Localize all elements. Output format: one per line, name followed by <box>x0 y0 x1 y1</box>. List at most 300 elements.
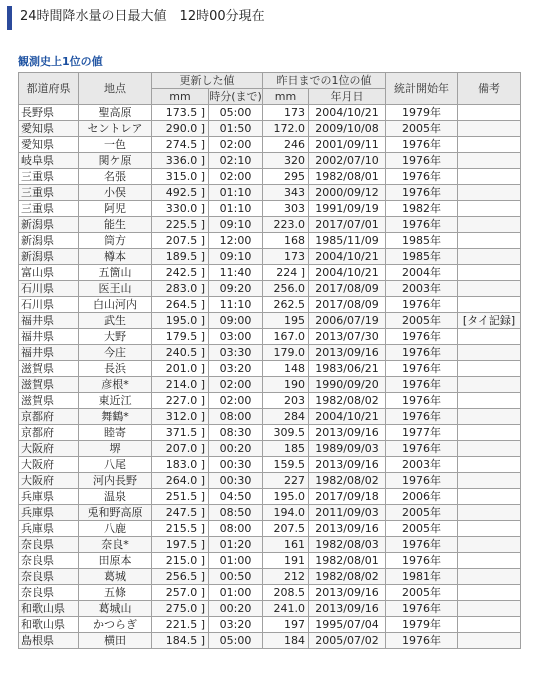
cell-prefecture: 三重県 <box>19 169 79 185</box>
section-title: 観測史上1位の値 <box>18 55 103 68</box>
cell-station: 聖高原 <box>79 105 152 121</box>
cell-start-year: 1976年 <box>386 297 458 313</box>
cell-prefecture: 愛知県 <box>19 137 79 153</box>
cell-remarks <box>458 473 521 489</box>
cell-remarks <box>458 329 521 345</box>
cell-remarks <box>458 601 521 617</box>
cell-station: 医王山 <box>79 281 152 297</box>
table-row <box>19 473 521 489</box>
cell-start-year: 2005年 <box>386 313 458 329</box>
cell-updated-mm: 179.5 ] <box>152 329 209 345</box>
cell-prefecture: 福井県 <box>19 313 79 329</box>
col-time: 時分(まで) <box>209 90 262 103</box>
cell-prev-mm: 185 <box>263 441 309 457</box>
cell-updated-mm: 371.5 ] <box>152 425 209 441</box>
cell-start-year: 1981年 <box>386 569 458 585</box>
cell-prefecture: 長野県 <box>19 105 79 121</box>
cell-prefecture: 岐阜県 <box>19 153 79 169</box>
cell-remarks <box>458 265 521 281</box>
cell-time: 08:00 <box>209 521 263 537</box>
cell-station: 筒方 <box>79 233 152 249</box>
cell-station: 長浜 <box>79 361 152 377</box>
cell-station: 一色 <box>79 137 152 153</box>
cell-station: 名張 <box>79 169 152 185</box>
table-row <box>19 425 521 441</box>
cell-date: 2017/08/09 <box>309 281 386 297</box>
table-row <box>19 569 521 585</box>
cell-prev-mm: 223.0 <box>263 217 309 233</box>
cell-date: 2017/09/18 <box>309 489 386 505</box>
cell-prefecture: 福井県 <box>19 345 79 361</box>
cell-prefecture: 滋賀県 <box>19 393 79 409</box>
cell-updated-mm: 183.0 ] <box>152 457 209 473</box>
cell-prefecture: 石川県 <box>19 281 79 297</box>
cell-remarks <box>458 217 521 233</box>
cell-start-year: 1976年 <box>386 601 458 617</box>
cell-remarks <box>458 281 521 297</box>
cell-date: 1989/09/03 <box>309 441 386 457</box>
table-body <box>19 105 521 649</box>
table-row <box>19 137 521 153</box>
cell-time: 01:10 <box>209 185 263 201</box>
cell-station: 兎和野高原 <box>79 505 152 521</box>
cell-time: 03:20 <box>209 617 263 633</box>
cell-station: 彦根* <box>79 377 152 393</box>
cell-time: 02:00 <box>209 377 263 393</box>
cell-station: 五條 <box>79 585 152 601</box>
cell-start-year: 1976年 <box>386 153 458 169</box>
cell-updated-mm: 197.5 ] <box>152 537 209 553</box>
cell-start-year: 1976年 <box>386 441 458 457</box>
cell-station: 東近江 <box>79 393 152 409</box>
cell-date: 2005/07/02 <box>309 633 386 649</box>
cell-prev-mm: 320 <box>263 153 309 169</box>
cell-station: 横田 <box>79 633 152 649</box>
cell-prefecture: 石川県 <box>19 297 79 313</box>
cell-prefecture: 富山県 <box>19 265 79 281</box>
cell-date: 2000/09/12 <box>309 185 386 201</box>
cell-start-year: 2003年 <box>386 457 458 473</box>
cell-time: 02:00 <box>209 393 263 409</box>
col-remarks: 備考 <box>458 73 521 105</box>
cell-updated-mm: 283.0 ] <box>152 281 209 297</box>
cell-station: 小俣 <box>79 185 152 201</box>
table-row <box>19 105 521 121</box>
cell-date: 2013/09/16 <box>309 345 386 361</box>
cell-time: 00:50 <box>209 569 263 585</box>
cell-prev-mm: 168 <box>263 233 309 249</box>
cell-updated-mm: 173.5 ] <box>152 105 209 121</box>
cell-prev-mm: 190 <box>263 377 309 393</box>
cell-start-year: 1979年 <box>386 617 458 633</box>
cell-date: 1982/08/02 <box>309 393 386 409</box>
cell-date: 1982/08/01 <box>309 553 386 569</box>
cell-remarks <box>458 585 521 601</box>
cell-date: 2013/09/16 <box>309 601 386 617</box>
cell-time: 08:30 <box>209 425 263 441</box>
cell-remarks <box>458 105 521 121</box>
cell-start-year: 1985年 <box>386 233 458 249</box>
cell-updated-mm: 492.5 ] <box>152 185 209 201</box>
cell-prefecture: 兵庫県 <box>19 505 79 521</box>
cell-prefecture: 兵庫県 <box>19 521 79 537</box>
cell-remarks <box>458 425 521 441</box>
cell-date: 1982/08/02 <box>309 569 386 585</box>
cell-date: 2013/07/30 <box>309 329 386 345</box>
cell-time: 05:00 <box>209 633 263 649</box>
cell-updated-mm: 330.0 ] <box>152 201 209 217</box>
cell-remarks <box>458 569 521 585</box>
cell-time: 03:00 <box>209 329 263 345</box>
cell-prev-mm: 303 <box>263 201 309 217</box>
cell-prefecture: 奈良県 <box>19 553 79 569</box>
cell-station: 田原本 <box>79 553 152 569</box>
cell-station: 舞鶴* <box>79 409 152 425</box>
cell-time: 00:30 <box>209 473 263 489</box>
cell-date: 1995/07/04 <box>309 617 386 633</box>
table-row <box>19 121 521 137</box>
cell-date: 2013/09/16 <box>309 585 386 601</box>
cell-remarks <box>458 137 521 153</box>
cell-station: 温泉 <box>79 489 152 505</box>
cell-date: 2013/09/16 <box>309 457 386 473</box>
cell-date: 1982/08/01 <box>309 169 386 185</box>
cell-updated-mm: 215.0 ] <box>152 553 209 569</box>
cell-date: 2011/09/03 <box>309 505 386 521</box>
cell-start-year: 2003年 <box>386 281 458 297</box>
cell-prev-mm: 191 <box>263 553 309 569</box>
table-row <box>19 201 521 217</box>
cell-time: 00:30 <box>209 457 263 473</box>
cell-time: 11:10 <box>209 297 263 313</box>
cell-start-year: 1976年 <box>386 393 458 409</box>
cell-station: 八鹿 <box>79 521 152 537</box>
cell-prev-mm: 167.0 <box>263 329 309 345</box>
table-header <box>19 73 521 105</box>
cell-prefecture: 島根県 <box>19 633 79 649</box>
cell-station: 堺 <box>79 441 152 457</box>
cell-time: 01:20 <box>209 537 263 553</box>
cell-time: 08:00 <box>209 409 263 425</box>
cell-time: 01:00 <box>209 585 263 601</box>
cell-updated-mm: 336.0 ] <box>152 153 209 169</box>
cell-prev-mm: 284 <box>263 409 309 425</box>
cell-prefecture: 京都府 <box>19 409 79 425</box>
cell-date: 2001/09/11 <box>309 137 386 153</box>
cell-start-year: 2005年 <box>386 521 458 537</box>
cell-prev-mm: 227 <box>263 473 309 489</box>
cell-prev-mm: 207.5 <box>263 521 309 537</box>
cell-updated-mm: 225.5 ] <box>152 217 209 233</box>
cell-updated-mm: 195.0 ] <box>152 313 209 329</box>
cell-updated-mm: 264.5 ] <box>152 297 209 313</box>
cell-time: 03:20 <box>209 361 263 377</box>
cell-prev-mm: 203 <box>263 393 309 409</box>
table-row <box>19 537 521 553</box>
cell-prefecture: 大阪府 <box>19 457 79 473</box>
cell-prev-mm: 159.5 <box>263 457 309 473</box>
cell-prev-mm: 208.5 <box>263 585 309 601</box>
cell-prev-mm: 241.0 <box>263 601 309 617</box>
cell-start-year: 1976年 <box>386 345 458 361</box>
cell-remarks <box>458 297 521 313</box>
cell-time: 05:00 <box>209 105 263 121</box>
cell-prev-mm: 197 <box>263 617 309 633</box>
table-row <box>19 361 521 377</box>
cell-updated-mm: 201.0 ] <box>152 361 209 377</box>
col-prev-mm: mm <box>263 89 309 105</box>
cell-updated-mm: 274.5 ] <box>152 137 209 153</box>
cell-time: 08:50 <box>209 505 263 521</box>
cell-date: 2013/09/16 <box>309 521 386 537</box>
table-row <box>19 377 521 393</box>
cell-time: 02:00 <box>209 169 263 185</box>
cell-date: 2009/10/08 <box>309 121 386 137</box>
cell-station: 葛城 <box>79 569 152 585</box>
cell-remarks <box>458 249 521 265</box>
col-date: 年月日 <box>309 89 386 105</box>
cell-remarks <box>458 505 521 521</box>
cell-time: 01:00 <box>209 553 263 569</box>
cell-updated-mm: 264.0 ] <box>152 473 209 489</box>
cell-date: 2017/08/09 <box>309 297 386 313</box>
cell-date: 1991/09/19 <box>309 201 386 217</box>
cell-remarks <box>458 553 521 569</box>
cell-prev-mm: 246 <box>263 137 309 153</box>
col-updated: 更新した値 <box>152 73 263 89</box>
record-table <box>18 72 521 649</box>
cell-prefecture: 大阪府 <box>19 473 79 489</box>
cell-updated-mm: 184.5 ] <box>152 633 209 649</box>
cell-prefecture: 三重県 <box>19 201 79 217</box>
cell-date: 1985/11/09 <box>309 233 386 249</box>
cell-updated-mm: 257.0 ] <box>152 585 209 601</box>
cell-start-year: 1976年 <box>386 329 458 345</box>
cell-updated-mm: 240.5 ] <box>152 345 209 361</box>
cell-updated-mm: 242.5 ] <box>152 265 209 281</box>
cell-updated-mm: 290.0 ] <box>152 121 209 137</box>
cell-prev-mm: 148 <box>263 361 309 377</box>
cell-station: 武生 <box>79 313 152 329</box>
table-row <box>19 153 521 169</box>
cell-date: 2017/07/01 <box>309 217 386 233</box>
cell-start-year: 1976年 <box>386 137 458 153</box>
cell-time: 00:20 <box>209 601 263 617</box>
cell-time: 00:20 <box>209 441 263 457</box>
col-prefecture: 都道府県 <box>19 73 79 105</box>
table-row <box>19 265 521 281</box>
cell-start-year: 1976年 <box>386 185 458 201</box>
cell-date: 2004/10/21 <box>309 249 386 265</box>
cell-prev-mm: 173 <box>263 105 309 121</box>
cell-remarks <box>458 633 521 649</box>
cell-prefecture: 滋賀県 <box>19 377 79 393</box>
cell-remarks <box>458 537 521 553</box>
cell-prev-mm: 309.5 <box>263 425 309 441</box>
cell-prev-mm: 161 <box>263 537 309 553</box>
table-row <box>19 345 521 361</box>
cell-date: 1983/06/21 <box>309 361 386 377</box>
cell-updated-mm: 251.5 ] <box>152 489 209 505</box>
cell-time: 11:40 <box>209 265 263 281</box>
cell-prev-mm: 295 <box>263 169 309 185</box>
cell-station: 五箇山 <box>79 265 152 281</box>
page-header <box>7 6 552 30</box>
cell-start-year: 1976年 <box>386 553 458 569</box>
table-row <box>19 169 521 185</box>
table-row <box>19 617 521 633</box>
cell-remarks <box>458 233 521 249</box>
cell-date: 1982/08/02 <box>309 473 386 489</box>
cell-start-year: 2005年 <box>386 505 458 521</box>
cell-date: 2004/10/21 <box>309 105 386 121</box>
cell-station: かつらぎ <box>79 617 152 633</box>
table-row <box>19 393 521 409</box>
cell-date: 2006/07/19 <box>309 313 386 329</box>
cell-station: 奈良* <box>79 537 152 553</box>
table-row <box>19 185 521 201</box>
cell-station: 関ケ原 <box>79 153 152 169</box>
col-mm: mm <box>152 89 209 105</box>
cell-prefecture: 奈良県 <box>19 585 79 601</box>
cell-prefecture: 愛知県 <box>19 121 79 137</box>
header-row <box>19 73 521 89</box>
cell-prefecture: 滋賀県 <box>19 361 79 377</box>
cell-remarks <box>458 377 521 393</box>
cell-time: 02:00 <box>209 137 263 153</box>
table-row <box>19 585 521 601</box>
cell-prev-mm: 179.0 <box>263 345 309 361</box>
cell-prev-mm: 195.0 <box>263 489 309 505</box>
table-row <box>19 233 521 249</box>
cell-remarks <box>458 185 521 201</box>
col-start-year: 統計開始年 <box>386 73 458 105</box>
cell-start-year: 1976年 <box>386 361 458 377</box>
cell-remarks <box>458 441 521 457</box>
table-row <box>19 441 521 457</box>
cell-time: 04:50 <box>209 489 263 505</box>
cell-remarks <box>458 121 521 137</box>
cell-updated-mm: 207.5 ] <box>152 233 209 249</box>
table-row <box>19 329 521 345</box>
cell-prefecture: 大阪府 <box>19 441 79 457</box>
cell-station: 樽本 <box>79 249 152 265</box>
cell-updated-mm: 275.0 ] <box>152 601 209 617</box>
table-row <box>19 633 521 649</box>
cell-station: 能生 <box>79 217 152 233</box>
cell-prev-mm: 173 <box>263 249 309 265</box>
cell-start-year: 2006年 <box>386 489 458 505</box>
cell-prefecture: 新潟県 <box>19 217 79 233</box>
cell-remarks <box>458 201 521 217</box>
page-title: 24時間降水量の日最大値 12時00分現在 <box>20 9 265 24</box>
cell-updated-mm: 214.0 ] <box>152 377 209 393</box>
cell-remarks <box>458 361 521 377</box>
cell-updated-mm: 256.5 ] <box>152 569 209 585</box>
cell-remarks <box>458 393 521 409</box>
cell-time: 02:10 <box>209 153 263 169</box>
cell-station: 葛城山 <box>79 601 152 617</box>
table-row <box>19 457 521 473</box>
cell-station: 河内長野 <box>79 473 152 489</box>
cell-prefecture: 京都府 <box>19 425 79 441</box>
cell-prev-mm: 184 <box>263 633 309 649</box>
cell-time: 03:30 <box>209 345 263 361</box>
table-row <box>19 505 521 521</box>
cell-prefecture: 三重県 <box>19 185 79 201</box>
table-row <box>19 313 521 329</box>
cell-date: 2002/07/10 <box>309 153 386 169</box>
cell-start-year: 2005年 <box>386 585 458 601</box>
cell-start-year: 1985年 <box>386 249 458 265</box>
cell-start-year: 1976年 <box>386 169 458 185</box>
cell-time: 12:00 <box>209 233 263 249</box>
table-row <box>19 409 521 425</box>
col-previous: 昨日までの1位の値 <box>263 73 386 89</box>
cell-updated-mm: 312.0 ] <box>152 409 209 425</box>
cell-updated-mm: 215.5 ] <box>152 521 209 537</box>
cell-remarks <box>458 457 521 473</box>
cell-remarks <box>458 345 521 361</box>
cell-remarks <box>458 169 521 185</box>
table-row <box>19 297 521 313</box>
cell-prefecture: 奈良県 <box>19 569 79 585</box>
cell-station: 大野 <box>79 329 152 345</box>
cell-updated-mm: 221.5 ] <box>152 617 209 633</box>
cell-start-year: 2004年 <box>386 265 458 281</box>
cell-remarks <box>458 521 521 537</box>
cell-start-year: 1982年 <box>386 201 458 217</box>
cell-time: 01:10 <box>209 201 263 217</box>
cell-prefecture: 和歌山県 <box>19 617 79 633</box>
cell-start-year: 1976年 <box>386 409 458 425</box>
cell-start-year: 1979年 <box>386 105 458 121</box>
col-station: 地点 <box>79 73 152 105</box>
table-row <box>19 217 521 233</box>
cell-remarks <box>458 409 521 425</box>
table-row <box>19 521 521 537</box>
table-row <box>19 281 521 297</box>
cell-prev-mm: 212 <box>263 569 309 585</box>
cell-station: 白山河内 <box>79 297 152 313</box>
cell-remarks <box>458 617 521 633</box>
cell-date: 2013/09/16 <box>309 425 386 441</box>
table-row <box>19 249 521 265</box>
cell-updated-mm: 207.0 ] <box>152 441 209 457</box>
cell-start-year: 1976年 <box>386 473 458 489</box>
cell-time: 09:10 <box>209 249 263 265</box>
cell-time: 09:20 <box>209 281 263 297</box>
table-row <box>19 601 521 617</box>
table-row <box>19 553 521 569</box>
cell-date: 1990/09/20 <box>309 377 386 393</box>
cell-updated-mm: 189.5 ] <box>152 249 209 265</box>
cell-prev-mm: 194.0 <box>263 505 309 521</box>
cell-prefecture: 兵庫県 <box>19 489 79 505</box>
cell-prev-mm: 256.0 <box>263 281 309 297</box>
cell-updated-mm: 247.5 ] <box>152 505 209 521</box>
cell-station: 八尾 <box>79 457 152 473</box>
cell-prefecture: 新潟県 <box>19 249 79 265</box>
cell-prev-mm: 224 ] <box>263 265 309 281</box>
cell-updated-mm: 227.0 ] <box>152 393 209 409</box>
cell-prefecture: 福井県 <box>19 329 79 345</box>
cell-prev-mm: 172.0 <box>263 121 309 137</box>
cell-prev-mm: 262.5 <box>263 297 309 313</box>
cell-time: 09:00 <box>209 313 263 329</box>
cell-start-year: 2005年 <box>386 121 458 137</box>
cell-station: 今庄 <box>79 345 152 361</box>
